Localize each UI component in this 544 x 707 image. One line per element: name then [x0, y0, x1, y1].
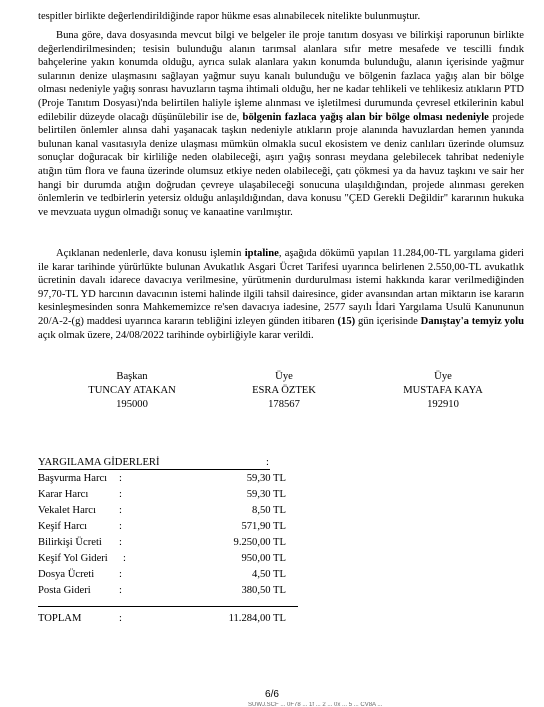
cost-row — [38, 584, 298, 597]
cost-row — [38, 536, 298, 549]
cost-value: 571,90 TL — [241, 521, 286, 532]
cost-row — [38, 520, 298, 533]
paragraph-reasoning: Buna göre, dava dosyasında mevcut bilgi ve belgeler ile proje tanıtım dosyası ve bilirkişi raporunun birlikte değerlendirilmesinden; tesisin bulunduğu alanın tarımsal alanlara sıfır metre mesafede ve tescilli fındık bahçelerine yakın konumda olduğu, ayrıca sulak alanlara yakın konumda bulunduğu, alanın içerisinde yağmur sularının denize ulaşmasını sağlayan yağmur suyu kanalı bulunduğu ve bölgenin fazlaca yağış alan bir bölge olması nedeniyle yağış sonrası havuzların taşma ihtimali olduğu, her ne kadar tehlikeli ve tehlikesiz atıkların PTD (Proje Tanıtım Dosyası)'nda belirtilen haliyle işleme alınması ve işletilmesi durumunda çevresel etkilerinin kabul edilebilir düzeyde olacağı düşünülebilir ise de, bölgenin fazlaca yağış alan bir bölge olması nedeniyle projede belirtilen önlemler alınsa dahi yaşanacak taşkın nedeniyle atıkların proje alanında havuzlardan hemen yanında bulunan kanal vasıtasıyla denize ulaşması mümkün olmakla sucul ekosistem ve deniz canlıları üzerinde olumsuz sonuçlar doğuracak bir kirliliğe neden olabileceği, aşırı yağış sonrası meydana gelebilecek tahribat nedeniyle atığın tüm flora ve fauna üzerinde olumsuz etkiye neden olabileceği, çatı çökmesi ya da havuz taşkını ve sair her hangi bir durumda atığın doğrudan çevreye ulaşabileceği sonucuna ulaşıldığından, projede alınması gereken önlemlerin ve tedbirlerin yetersiz olduğu anlaşıldığından, dava konusu "ÇED Gerekli Değildir" kararının hukuka ve mevzuata uygun olmadığı sonuç ve kanaatine varılmıştır. — [38, 30, 524, 218]
cost-row — [38, 472, 298, 485]
signature-role: Üye — [275, 371, 293, 382]
cost-colon: : — [119, 505, 122, 516]
cost-label: Dosya Ücreti — [38, 569, 95, 580]
emphasis-days: (15) — [337, 315, 356, 327]
cost-value: 4,50 TL — [252, 569, 286, 580]
cost-colon: : — [123, 553, 126, 564]
emphasis-annulment: iptaline — [244, 248, 279, 259]
cost-total-value: 11.284,00 TL — [228, 613, 286, 624]
signature-number: 195000 — [116, 398, 148, 410]
emphasis-appeal: Danıştay'a temyiz yolu — [420, 315, 524, 327]
cost-colon: : — [119, 585, 122, 596]
footer-verification-text: SUWJ.SCF ... 0F78 ... 1f ... 2 ... 0x ... 5 ... CV8A ... — [248, 702, 383, 707]
costs-heading-colon: : — [266, 457, 269, 468]
cost-row — [38, 568, 298, 581]
signature-number: 178567 — [268, 398, 300, 410]
cost-row — [38, 552, 298, 565]
cost-value: 380,50 TL — [241, 585, 286, 596]
cost-label: Keşif Harcı — [38, 521, 88, 532]
signature-role: Başkan — [116, 371, 148, 382]
emphasis-rainfall: bölgenin fazlaca yağış alan bir bölge olması nedeniyle — [242, 111, 489, 123]
signature-block-member-1 — [209, 370, 359, 411]
cost-total-label: TOPLAM — [38, 613, 82, 624]
signature-role: Üye — [434, 371, 452, 382]
cost-value: 950,00 TL — [241, 553, 286, 564]
cost-label: Karar Harcı — [38, 489, 89, 500]
total-divider — [38, 606, 298, 607]
cost-colon: : — [119, 521, 122, 532]
cost-label: Posta Gideri — [38, 585, 91, 596]
cost-colon: : — [119, 489, 122, 500]
paragraph-decision: Açıklanan nedenlerle, dava konusu işlemin iptaline, aşağıda dökümü yapılan 11.284,00-TL yargılama gideri ile karar tarihinde yürürlükte bulunan Avukatlık Asgari Ücret Tarifesi uyarınca belirlenen 2.550,00-TL avukatlık ücretinin davalı idarece davacıya verilmesine, yürütmenin durdurulması istemi hakkında karar verilmediğinden 97,70-TL YD harcının davacının istemi halinde ilgili tahsil dairesince, gider avansından artan miktarın ise kararın kesinleşmesinden sonra Mahkememizce re'sen davacıya iadesine, 2577 sayılı İdari Yargılama Usulü Kanununun 20/A-2-(g) maddesi uyarınca kararın tebliğini izleyen günden itibaren (15) gün içerisinde Danıştay'a temyiz yolu açık olmak üzere, 24/08/2022 tarihinde oybirliğiyle karar verildi. — [38, 248, 524, 341]
signature-name: ESRA ÖZTEK — [252, 384, 316, 396]
cost-colon: : — [119, 569, 122, 580]
cost-label: Vekalet Harcı — [38, 505, 96, 516]
cost-total-row — [38, 612, 298, 625]
paragraph-opening: tespitler birlikte değerlendirildiğinde rapor hükme esas alınabilecek nitelikte bulunmuştur. — [38, 11, 421, 22]
cost-row — [38, 488, 298, 501]
signature-block-president — [57, 370, 207, 411]
signature-block-member-2 — [368, 370, 518, 411]
cost-row — [38, 504, 298, 517]
cost-colon: : — [119, 537, 122, 548]
signature-number: 192910 — [427, 398, 459, 410]
page-number: 6/6 — [265, 689, 279, 700]
cost-colon: : — [119, 473, 122, 484]
cost-value: 8,50 TL — [252, 505, 286, 516]
cost-total-colon: : — [119, 613, 122, 624]
cost-label: Keşif Yol Gideri — [38, 553, 108, 564]
cost-label: Başvurma Harcı — [38, 473, 108, 484]
signature-name: TUNCAY ATAKAN — [88, 384, 176, 396]
cost-value: 9.250,00 TL — [233, 537, 286, 548]
signature-name: MUSTAFA KAYA — [403, 384, 483, 396]
cost-label: Bilirkişi Ücreti — [38, 537, 102, 548]
cost-value: 59,30 TL — [246, 473, 286, 484]
cost-value: 59,30 TL — [246, 489, 286, 500]
costs-heading: YARGILAMA GİDERLERİ : — [38, 457, 269, 468]
